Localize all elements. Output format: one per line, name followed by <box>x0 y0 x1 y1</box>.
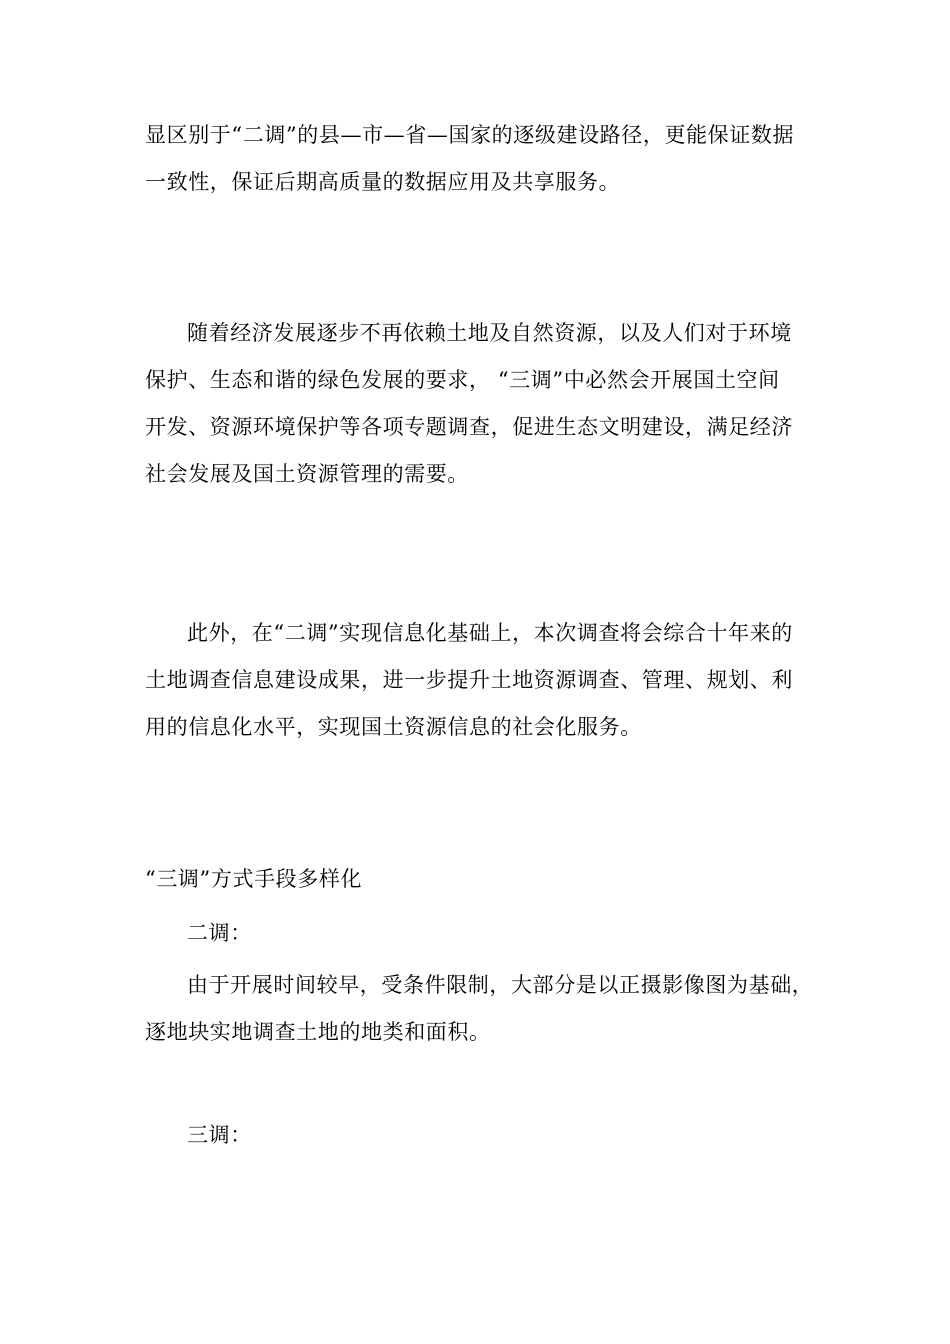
section-heading <box>145 856 810 903</box>
paragraph-line: 开发、资源环境保护等各项专题调查，促进生态文明建设，满足经济 <box>145 415 793 439</box>
paragraph-2 <box>145 310 810 498</box>
paragraph-line: 三调： <box>187 1123 252 1147</box>
paragraph-erdiao-label <box>145 910 810 957</box>
paragraph-line: 随着经济发展逐步不再依赖土地及自然资源，以及人们对于环境 <box>187 321 792 345</box>
paragraph-1 <box>145 112 810 206</box>
paragraph-3 <box>145 610 810 751</box>
paragraph-line: 二调： <box>187 921 252 945</box>
paragraph-line: 逐地块实地调查土地的地类和面积。 <box>145 1020 491 1044</box>
paragraph-line: 由于开展时间较早，受条件限制，大部分是以正摄影像图为基础， <box>187 973 814 997</box>
paragraph-line: 一致性，保证后期高质量的数据应用及共享服务。 <box>145 170 621 194</box>
paragraph-line: 保护、生态和谐的绿色发展的要求， “三调”中必然会开展国土空间 <box>145 368 780 392</box>
paragraph-line: 土地调查信息建设成果，进一步提升土地资源调查、管理、规划、利 <box>145 668 793 692</box>
paragraph-line: 社会发展及国土资源管理的需要。 <box>145 462 469 486</box>
heading-line: “三调”方式手段多样化 <box>145 867 363 891</box>
paragraph-erdiao-body <box>145 962 814 1056</box>
paragraph-line: 用的信息化水平，实现国土资源信息的社会化服务。 <box>145 715 642 739</box>
paragraph-line: 此外，在“二调”实现信息化基础上，本次调查将会综合十年来的 <box>187 621 793 645</box>
paragraph-line: 显区别于“二调”的县—市—省—国家的逐级建设路径，更能保证数据 <box>145 123 795 147</box>
paragraph-sandiao-label <box>145 1112 810 1159</box>
